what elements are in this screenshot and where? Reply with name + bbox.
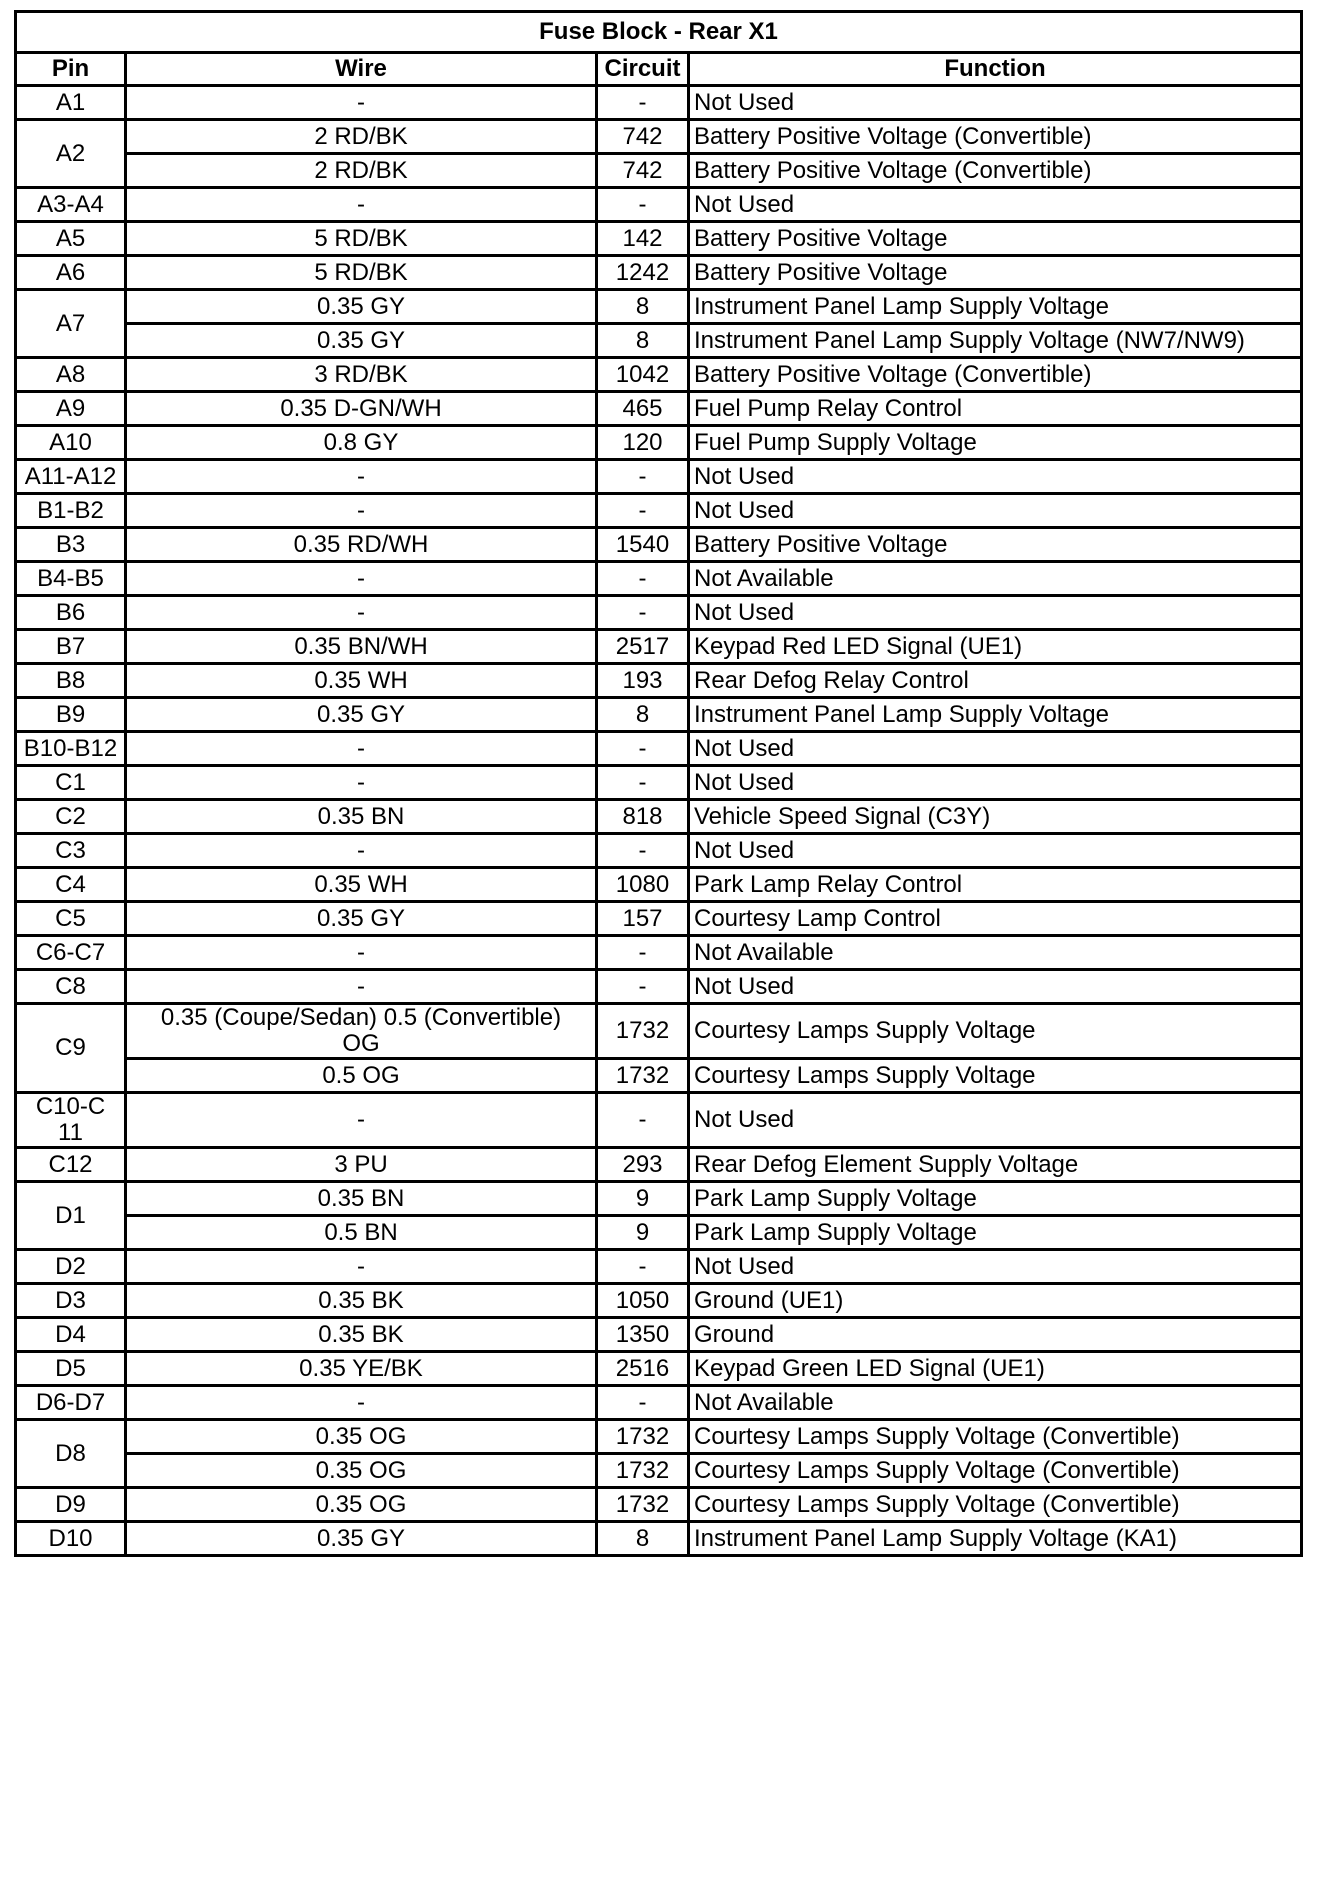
table-row [16,188,1302,222]
cell-wire: - [126,1386,597,1420]
cell-circuit: - [597,936,689,970]
cell-wire: 0.35 OG [126,1488,597,1522]
cell-circuit: 1042 [597,358,689,392]
cell-function: Battery Positive Voltage [689,256,1302,290]
cell-circuit: 2516 [597,1352,689,1386]
cell-pin: D5 [16,1352,126,1386]
cell-function: Fuel Pump Supply Voltage [689,426,1302,460]
cell-wire: 0.5 BN [126,1216,597,1250]
cell-circuit: 1540 [597,528,689,562]
cell-function: Battery Positive Voltage (Convertible) [689,154,1302,188]
cell-circuit: 742 [597,154,689,188]
cell-pin: A9 [16,392,126,426]
cell-wire: 5 RD/BK [126,222,597,256]
cell-function: Rear Defog Element Supply Voltage [689,1148,1302,1182]
cell-circuit: 1350 [597,1318,689,1352]
cell-pin: C2 [16,800,126,834]
cell-function: Not Used [689,1250,1302,1284]
cell-pin: A8 [16,358,126,392]
cell-wire: 3 PU [126,1148,597,1182]
cell-wire: - [126,1093,597,1148]
cell-pin: A7 [16,290,126,358]
cell-function: Battery Positive Voltage [689,222,1302,256]
table-title-row [16,12,1302,53]
table-row [16,290,1302,324]
header-wire: Wire [126,53,597,86]
cell-circuit: 157 [597,902,689,936]
cell-circuit: 193 [597,664,689,698]
cell-wire: 0.5 OG [126,1059,597,1093]
table-row [16,256,1302,290]
cell-circuit: - [597,732,689,766]
cell-function: Vehicle Speed Signal (C3Y) [689,800,1302,834]
table-row [16,1284,1302,1318]
table-row [16,1148,1302,1182]
cell-function: Courtesy Lamps Supply Voltage (Convertible) [689,1454,1302,1488]
cell-wire: 0.35 GY [126,1522,597,1556]
cell-wire: 0.35 WH [126,664,597,698]
cell-function: Not Used [689,1093,1302,1148]
cell-wire: - [126,188,597,222]
table-row [16,154,1302,188]
cell-wire: 3 RD/BK [126,358,597,392]
table-row [16,970,1302,1004]
cell-wire: - [126,562,597,596]
table-row [16,630,1302,664]
cell-pin: B8 [16,664,126,698]
table-row [16,1004,1302,1059]
cell-pin: D2 [16,1250,126,1284]
cell-circuit: 818 [597,800,689,834]
cell-function: Not Used [689,494,1302,528]
cell-function: Not Available [689,562,1302,596]
table-row [16,426,1302,460]
cell-wire: - [126,494,597,528]
cell-pin: D9 [16,1488,126,1522]
cell-circuit: - [597,970,689,1004]
table-row [16,868,1302,902]
cell-pin: C4 [16,868,126,902]
cell-circuit: 8 [597,1522,689,1556]
table-row [16,86,1302,120]
cell-function: Not Available [689,936,1302,970]
cell-wire: 0.35 BK [126,1284,597,1318]
cell-circuit: 1732 [597,1004,689,1059]
cell-pin: A1 [16,86,126,120]
cell-pin: B9 [16,698,126,732]
cell-circuit: 9 [597,1216,689,1250]
cell-wire: 0.35 GY [126,902,597,936]
cell-circuit: - [597,596,689,630]
cell-wire: 0.8 GY [126,426,597,460]
cell-circuit: 1080 [597,868,689,902]
cell-circuit: - [597,460,689,494]
cell-wire: - [126,766,597,800]
cell-wire: 0.35 OG [126,1420,597,1454]
cell-wire: 0.35 BN [126,1182,597,1216]
cell-wire: 0.35 GY [126,698,597,732]
cell-circuit: 465 [597,392,689,426]
cell-wire: - [126,460,597,494]
cell-wire: - [126,86,597,120]
cell-pin: C6-C7 [16,936,126,970]
cell-wire: - [126,596,597,630]
header-function: Function [689,53,1302,86]
cell-wire: - [126,1250,597,1284]
cell-wire: 0.35 WH [126,868,597,902]
table-row [16,1182,1302,1216]
cell-function: Not Used [689,86,1302,120]
cell-function: Not Available [689,1386,1302,1420]
table-row [16,1386,1302,1420]
cell-wire: - [126,970,597,1004]
cell-pin: B10-B12 [16,732,126,766]
cell-function: Battery Positive Voltage (Convertible) [689,358,1302,392]
cell-circuit: 1732 [597,1059,689,1093]
table-row [16,800,1302,834]
cell-circuit: - [597,86,689,120]
cell-function: Not Used [689,596,1302,630]
table-row [16,1352,1302,1386]
cell-pin: B6 [16,596,126,630]
table-row [16,1488,1302,1522]
cell-circuit: 293 [597,1148,689,1182]
table-row [16,1318,1302,1352]
cell-wire: - [126,834,597,868]
cell-function: Courtesy Lamp Control [689,902,1302,936]
cell-pin: C12 [16,1148,126,1182]
cell-circuit: 142 [597,222,689,256]
table-row [16,392,1302,426]
cell-pin: B3 [16,528,126,562]
table-row [16,460,1302,494]
cell-pin: A3-A4 [16,188,126,222]
table-row [16,902,1302,936]
cell-circuit: 742 [597,120,689,154]
cell-pin: D1 [16,1182,126,1250]
cell-function: Not Used [689,732,1302,766]
table-row [16,324,1302,358]
cell-pin: D3 [16,1284,126,1318]
table-row [16,834,1302,868]
cell-function: Park Lamp Relay Control [689,868,1302,902]
table-title: Fuse Block - Rear X1 [16,12,1302,53]
cell-function: Instrument Panel Lamp Supply Voltage (NW7/NW9) [689,324,1302,358]
cell-wire: 5 RD/BK [126,256,597,290]
cell-circuit: - [597,834,689,868]
cell-circuit: 8 [597,290,689,324]
table-row [16,1250,1302,1284]
cell-wire: 0.35 BN [126,800,597,834]
cell-circuit: - [597,1250,689,1284]
table-row [16,698,1302,732]
cell-pin: D10 [16,1522,126,1556]
cell-pin: A10 [16,426,126,460]
cell-wire: - [126,732,597,766]
cell-circuit: 1732 [597,1420,689,1454]
cell-circuit: - [597,188,689,222]
cell-circuit: 2517 [597,630,689,664]
cell-pin: A11-A12 [16,460,126,494]
cell-function: Ground (UE1) [689,1284,1302,1318]
cell-function: Not Used [689,834,1302,868]
cell-circuit: - [597,766,689,800]
cell-circuit: - [597,1386,689,1420]
table-row [16,1093,1302,1148]
cell-pin: C8 [16,970,126,1004]
header-pin: Pin [16,53,126,86]
cell-pin: B1-B2 [16,494,126,528]
cell-pin: B7 [16,630,126,664]
table-header-row [16,53,1302,86]
cell-function: Battery Positive Voltage [689,528,1302,562]
header-circuit: Circuit [597,53,689,86]
cell-circuit: - [597,562,689,596]
cell-pin: C5 [16,902,126,936]
table-row [16,732,1302,766]
cell-pin: D8 [16,1420,126,1488]
cell-circuit: 8 [597,698,689,732]
cell-pin: C9 [16,1004,126,1093]
cell-pin: D6-D7 [16,1386,126,1420]
fuse-block-table [14,10,1303,1557]
table-row [16,936,1302,970]
table-row [16,1059,1302,1093]
table-row [16,1216,1302,1250]
cell-circuit: 8 [597,324,689,358]
cell-wire: 0.35 RD/WH [126,528,597,562]
cell-wire: - [126,936,597,970]
cell-function: Ground [689,1318,1302,1352]
cell-function: Instrument Panel Lamp Supply Voltage (KA1) [689,1522,1302,1556]
cell-function: Rear Defog Relay Control [689,664,1302,698]
cell-function: Courtesy Lamps Supply Voltage [689,1059,1302,1093]
cell-circuit: 120 [597,426,689,460]
table-row [16,766,1302,800]
table-row [16,222,1302,256]
cell-pin: A2 [16,120,126,188]
cell-circuit: 1732 [597,1454,689,1488]
table-row [16,596,1302,630]
cell-function: Courtesy Lamps Supply Voltage (Convertible) [689,1488,1302,1522]
cell-function: Instrument Panel Lamp Supply Voltage [689,290,1302,324]
cell-function: Not Used [689,766,1302,800]
cell-pin: C3 [16,834,126,868]
cell-function: Not Used [689,460,1302,494]
cell-function: Battery Positive Voltage (Convertible) [689,120,1302,154]
table-row [16,120,1302,154]
cell-function: Keypad Green LED Signal (UE1) [689,1352,1302,1386]
cell-wire: 2 RD/BK [126,154,597,188]
cell-circuit: 9 [597,1182,689,1216]
cell-function: Instrument Panel Lamp Supply Voltage [689,698,1302,732]
table-body [16,86,1302,1556]
cell-wire: 0.35 D-GN/WH [126,392,597,426]
cell-circuit: 1732 [597,1488,689,1522]
cell-function: Park Lamp Supply Voltage [689,1216,1302,1250]
cell-wire: 0.35 OG [126,1454,597,1488]
cell-pin: B4-B5 [16,562,126,596]
cell-wire: 2 RD/BK [126,120,597,154]
cell-pin: C10-C11 [16,1093,126,1148]
cell-pin: A5 [16,222,126,256]
cell-function: Not Used [689,970,1302,1004]
cell-function: Courtesy Lamps Supply Voltage (Convertible) [689,1420,1302,1454]
table-row [16,528,1302,562]
table-row [16,562,1302,596]
table-row [16,358,1302,392]
table-row [16,664,1302,698]
cell-circuit: - [597,1093,689,1148]
cell-wire: 0.35 (Coupe/Sedan) 0.5 (Convertible) OG [126,1004,597,1059]
cell-function: Not Used [689,188,1302,222]
cell-wire: 0.35 GY [126,290,597,324]
table-row [16,1420,1302,1454]
cell-pin: A6 [16,256,126,290]
cell-function: Park Lamp Supply Voltage [689,1182,1302,1216]
cell-function: Courtesy Lamps Supply Voltage [689,1004,1302,1059]
cell-pin: C1 [16,766,126,800]
cell-wire: 0.35 BN/WH [126,630,597,664]
table-row [16,494,1302,528]
cell-pin: D4 [16,1318,126,1352]
cell-wire: 0.35 GY [126,324,597,358]
table-row [16,1454,1302,1488]
cell-function: Keypad Red LED Signal (UE1) [689,630,1302,664]
cell-wire: 0.35 YE/BK [126,1352,597,1386]
table-row [16,1522,1302,1556]
cell-circuit: 1050 [597,1284,689,1318]
cell-function: Fuel Pump Relay Control [689,392,1302,426]
cell-wire: 0.35 BK [126,1318,597,1352]
cell-circuit: 1242 [597,256,689,290]
cell-circuit: - [597,494,689,528]
